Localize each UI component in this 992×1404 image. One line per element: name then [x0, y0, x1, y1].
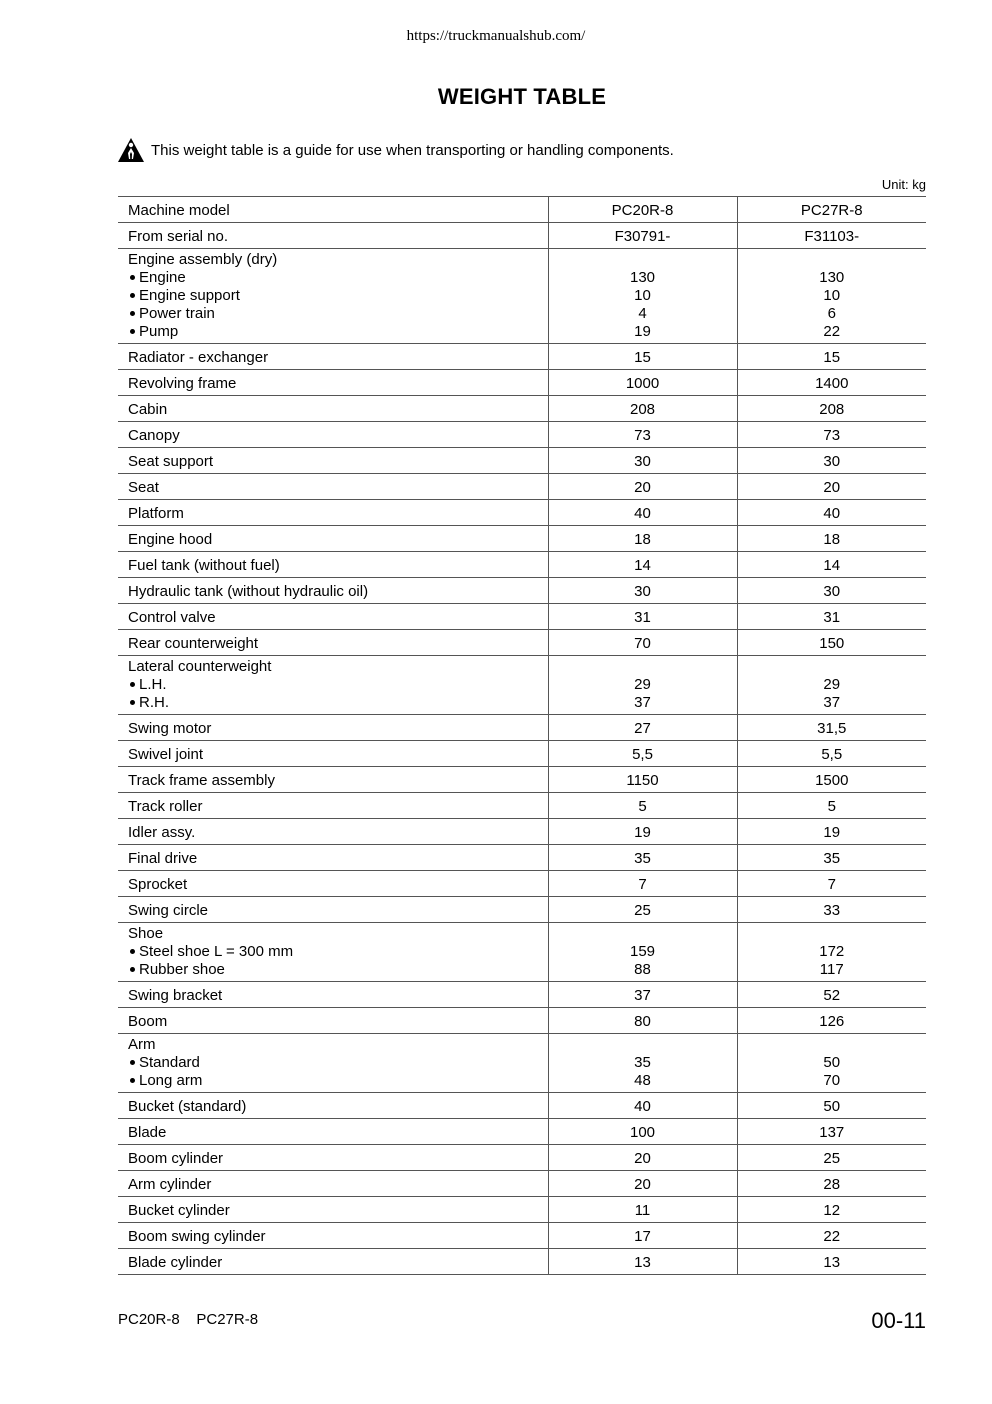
- serial-row: [118, 223, 926, 249]
- table-row: [118, 396, 926, 422]
- weight-cell-1: 100: [548, 1119, 737, 1145]
- component-cell: Bucket cylinder: [118, 1197, 548, 1223]
- component-cell: Canopy: [118, 422, 548, 448]
- weight-cell-2: 31,5: [737, 715, 926, 741]
- weight-cell-2: 33: [737, 897, 926, 923]
- table-row: [118, 897, 926, 923]
- weight-cell-1: 1000: [548, 370, 737, 396]
- weight-cell-1: [548, 1034, 737, 1093]
- weight-cell-1: 5,5: [548, 741, 737, 767]
- component-cell: Boom swing cylinder: [118, 1223, 548, 1249]
- table-row: [118, 871, 926, 897]
- table-row: [118, 715, 926, 741]
- weight-cell-2: 28: [737, 1171, 926, 1197]
- component-cell: [118, 923, 548, 982]
- weight-cell-1: 18: [548, 526, 737, 552]
- component-cell: Blade: [118, 1119, 548, 1145]
- page-number: 00-11: [871, 1308, 926, 1333]
- weight-cell-2: 1400: [737, 370, 926, 396]
- weight-cell-2: 5: [737, 793, 926, 819]
- weight-cell-2: 13: [737, 1249, 926, 1275]
- sub-weight-2: 117: [819, 961, 844, 978]
- sub-weight-1: 29: [634, 676, 651, 693]
- component-cell: Track frame assembly: [118, 767, 548, 793]
- weight-cell-1: [548, 249, 737, 344]
- table-row: [118, 1008, 926, 1034]
- table-row: [118, 630, 926, 656]
- weight-cell-2: 30: [737, 578, 926, 604]
- table-row: [118, 793, 926, 819]
- spacer: [549, 658, 737, 676]
- weight-cell-2: 25: [737, 1145, 926, 1171]
- sub-weight-2: 10: [823, 287, 841, 304]
- serial-value-1: F30791-: [548, 223, 737, 249]
- weight-cell-1: 25: [548, 897, 737, 923]
- table-row: [118, 1197, 926, 1223]
- weight-cell-2: [737, 1034, 926, 1093]
- page-title: WEIGHT TABLE: [437, 84, 607, 109]
- table-row: [118, 344, 926, 370]
- weight-cell-2: 208: [737, 396, 926, 422]
- table-row: [118, 767, 926, 793]
- sub-component: [128, 943, 548, 961]
- header-model-1: PC20R-8: [548, 197, 737, 223]
- weight-cell-1: 7: [548, 871, 737, 897]
- table-row: [118, 923, 926, 982]
- component-cell: Swing motor: [118, 715, 548, 741]
- table-row: [118, 656, 926, 715]
- weight-cell-2: [737, 249, 926, 344]
- table-row: [118, 578, 926, 604]
- weight-cell-2: 31: [737, 604, 926, 630]
- weight-cell-1: 40: [548, 500, 737, 526]
- bullet-icon: [130, 275, 135, 280]
- weight-cell-2: 73: [737, 422, 926, 448]
- sub-component: [128, 305, 548, 323]
- spacer: [738, 658, 927, 676]
- weight-cell-1: 37: [548, 982, 737, 1008]
- sub-weight-1: 10: [634, 287, 651, 304]
- sub-weight-2: 37: [823, 694, 841, 711]
- weight-cell-1: 80: [548, 1008, 737, 1034]
- table-header-row: [118, 197, 926, 223]
- component-label: Shoe: [128, 925, 164, 942]
- weight-cell-1: 31: [548, 604, 737, 630]
- table-row: [118, 1171, 926, 1197]
- component-label: Arm: [128, 1036, 156, 1053]
- component-cell: [118, 656, 548, 715]
- weight-cell-2: 30: [737, 448, 926, 474]
- sub-component: [128, 1054, 548, 1072]
- weight-cell-2: 12: [737, 1197, 926, 1223]
- component-cell: Engine hood: [118, 526, 548, 552]
- component-cell: Final drive: [118, 845, 548, 871]
- component-cell: Fuel tank (without fuel): [118, 552, 548, 578]
- table-row: [118, 741, 926, 767]
- weight-cell-1: 5: [548, 793, 737, 819]
- spacer: [738, 1036, 927, 1054]
- weight-cell-1: 73: [548, 422, 737, 448]
- sub-component: [128, 323, 548, 341]
- sub-weight-2: 6: [827, 305, 836, 322]
- sub-weight-1: 130: [629, 269, 656, 286]
- weight-cell-2: 50: [737, 1093, 926, 1119]
- warning-triangle-icon: [117, 137, 145, 163]
- component-cell: Arm cylinder: [118, 1171, 548, 1197]
- spacer: [549, 925, 737, 943]
- table-row: [118, 1249, 926, 1275]
- weight-cell-2: 19: [737, 819, 926, 845]
- table-row: [118, 552, 926, 578]
- spacer: [738, 925, 927, 943]
- weight-table: [118, 196, 926, 1275]
- weight-cell-1: 15: [548, 344, 737, 370]
- table-row: [118, 604, 926, 630]
- sub-weight-1: 159: [629, 943, 656, 960]
- weight-cell-2: [737, 656, 926, 715]
- sub-component-label: Standard: [139, 1054, 200, 1071]
- weight-cell-1: 70: [548, 630, 737, 656]
- weight-cell-1: 35: [548, 845, 737, 871]
- bullet-icon: [130, 967, 135, 972]
- bullet-icon: [130, 293, 135, 298]
- sub-weight-1: 88: [634, 961, 651, 978]
- sub-weight-2: 70: [823, 1072, 841, 1089]
- sub-component-label: Pump: [139, 323, 179, 340]
- table-row: [118, 982, 926, 1008]
- bullet-icon: [130, 311, 135, 316]
- note-text: This weight table is a guide for use when transporting or handling components.: [151, 141, 674, 159]
- sub-weight-2: 130: [819, 269, 845, 286]
- table-row: [118, 448, 926, 474]
- spacer: [549, 251, 737, 269]
- weight-cell-2: 20: [737, 474, 926, 500]
- warning-note: [117, 136, 674, 164]
- sub-weight-1: 35: [634, 1054, 651, 1071]
- weight-cell-1: 14: [548, 552, 737, 578]
- sub-weight-1: 48: [634, 1072, 651, 1089]
- sub-weight-2: 172: [819, 943, 845, 960]
- weight-cell-2: 18: [737, 526, 926, 552]
- table-row: [118, 370, 926, 396]
- component-cell: Idler assy.: [118, 819, 548, 845]
- component-cell: Bucket (standard): [118, 1093, 548, 1119]
- unit-label: Unit: kg: [881, 177, 926, 192]
- weight-cell-2: 5,5: [737, 741, 926, 767]
- weight-cell-1: 20: [548, 1171, 737, 1197]
- sub-component: [128, 269, 548, 287]
- component-cell: Revolving frame: [118, 370, 548, 396]
- table-row: [118, 1093, 926, 1119]
- table-row: [118, 500, 926, 526]
- weight-cell-1: 20: [548, 474, 737, 500]
- component-label: Engine assembly (dry): [128, 251, 278, 268]
- header-model-2: PC27R-8: [737, 197, 926, 223]
- table-row: [118, 526, 926, 552]
- component-cell: Track roller: [118, 793, 548, 819]
- weight-cell-2: 40: [737, 500, 926, 526]
- component-label: Lateral counterweight: [128, 658, 272, 675]
- serial-value-2: F31103-: [737, 223, 926, 249]
- weight-cell-1: 40: [548, 1093, 737, 1119]
- bullet-icon: [130, 329, 135, 334]
- sub-component: [128, 676, 548, 694]
- component-cell: Boom: [118, 1008, 548, 1034]
- weight-cell-2: 52: [737, 982, 926, 1008]
- weight-cell-1: 1150: [548, 767, 737, 793]
- sub-weight-2: 22: [823, 323, 841, 340]
- weight-cell-1: 208: [548, 396, 737, 422]
- weight-cell-1: 27: [548, 715, 737, 741]
- weight-cell-1: [548, 923, 737, 982]
- weight-cell-2: 137: [737, 1119, 926, 1145]
- spacer: [738, 251, 927, 269]
- component-cell: Hydraulic tank (without hydraulic oil): [118, 578, 548, 604]
- weight-cell-1: 19: [548, 819, 737, 845]
- footer-models: PC20R-8 PC27R-8: [118, 1311, 259, 1328]
- bullet-icon: [130, 700, 135, 705]
- component-cell: [118, 1034, 548, 1093]
- sub-weight-2: 50: [823, 1054, 841, 1071]
- sub-component: [128, 694, 548, 712]
- serial-label: From serial no.: [118, 223, 548, 249]
- component-cell: Swing bracket: [118, 982, 548, 1008]
- table-row: [118, 1223, 926, 1249]
- weight-cell-2: 126: [737, 1008, 926, 1034]
- component-cell: [118, 249, 548, 344]
- weight-cell-2: [737, 923, 926, 982]
- weight-cell-2: 22: [737, 1223, 926, 1249]
- component-cell: Swivel joint: [118, 741, 548, 767]
- weight-cell-2: 1500: [737, 767, 926, 793]
- weight-cell-1: 30: [548, 448, 737, 474]
- component-cell: Cabin: [118, 396, 548, 422]
- component-cell: Radiator - exchanger: [118, 344, 548, 370]
- weight-cell-2: 15: [737, 344, 926, 370]
- table-row: [118, 819, 926, 845]
- weight-cell-1: 13: [548, 1249, 737, 1275]
- sub-component: [128, 287, 548, 305]
- bullet-icon: [130, 682, 135, 687]
- table-row: [118, 474, 926, 500]
- weight-cell-2: 7: [737, 871, 926, 897]
- weight-cell-2: 35: [737, 845, 926, 871]
- table-row: [118, 1119, 926, 1145]
- component-cell: Sprocket: [118, 871, 548, 897]
- sub-weight-1: 4: [638, 305, 647, 322]
- sub-component-label: R.H.: [139, 694, 169, 711]
- table-row: [118, 1034, 926, 1093]
- component-cell: Swing circle: [118, 897, 548, 923]
- table-row: [118, 1145, 926, 1171]
- sub-component-label: Power train: [139, 305, 215, 322]
- component-cell: Boom cylinder: [118, 1145, 548, 1171]
- component-cell: Control valve: [118, 604, 548, 630]
- sub-weight-1: 37: [634, 694, 651, 711]
- bullet-icon: [130, 1060, 135, 1065]
- sub-component-label: L.H.: [139, 676, 167, 693]
- spacer: [549, 1036, 737, 1054]
- weight-cell-1: 11: [548, 1197, 737, 1223]
- component-cell: Platform: [118, 500, 548, 526]
- table-row: [118, 249, 926, 344]
- source-url: https://truckmanualshub.com/: [406, 28, 586, 44]
- sub-component: [128, 1072, 548, 1090]
- sub-component-label: Engine: [139, 269, 186, 286]
- sub-weight-2: 29: [823, 676, 841, 693]
- table-row: [118, 422, 926, 448]
- weight-cell-2: 14: [737, 552, 926, 578]
- component-cell: Blade cylinder: [118, 1249, 548, 1275]
- sub-weight-1: 19: [634, 323, 651, 340]
- header-label: Machine model: [118, 197, 548, 223]
- weight-cell-2: 150: [737, 630, 926, 656]
- sub-component-label: Steel shoe L = 300 mm: [139, 943, 294, 960]
- weight-cell-1: 30: [548, 578, 737, 604]
- sub-component-label: Long arm: [139, 1072, 203, 1089]
- component-cell: Seat support: [118, 448, 548, 474]
- weight-cell-1: [548, 656, 737, 715]
- bullet-icon: [130, 1078, 135, 1083]
- component-cell: Seat: [118, 474, 548, 500]
- sub-component: [128, 961, 548, 979]
- sub-component-label: Engine support: [139, 287, 240, 304]
- weight-cell-1: 20: [548, 1145, 737, 1171]
- sub-component-label: Rubber shoe: [139, 961, 225, 978]
- bullet-icon: [130, 949, 135, 954]
- component-cell: Rear counterweight: [118, 630, 548, 656]
- weight-cell-1: 17: [548, 1223, 737, 1249]
- table-row: [118, 845, 926, 871]
